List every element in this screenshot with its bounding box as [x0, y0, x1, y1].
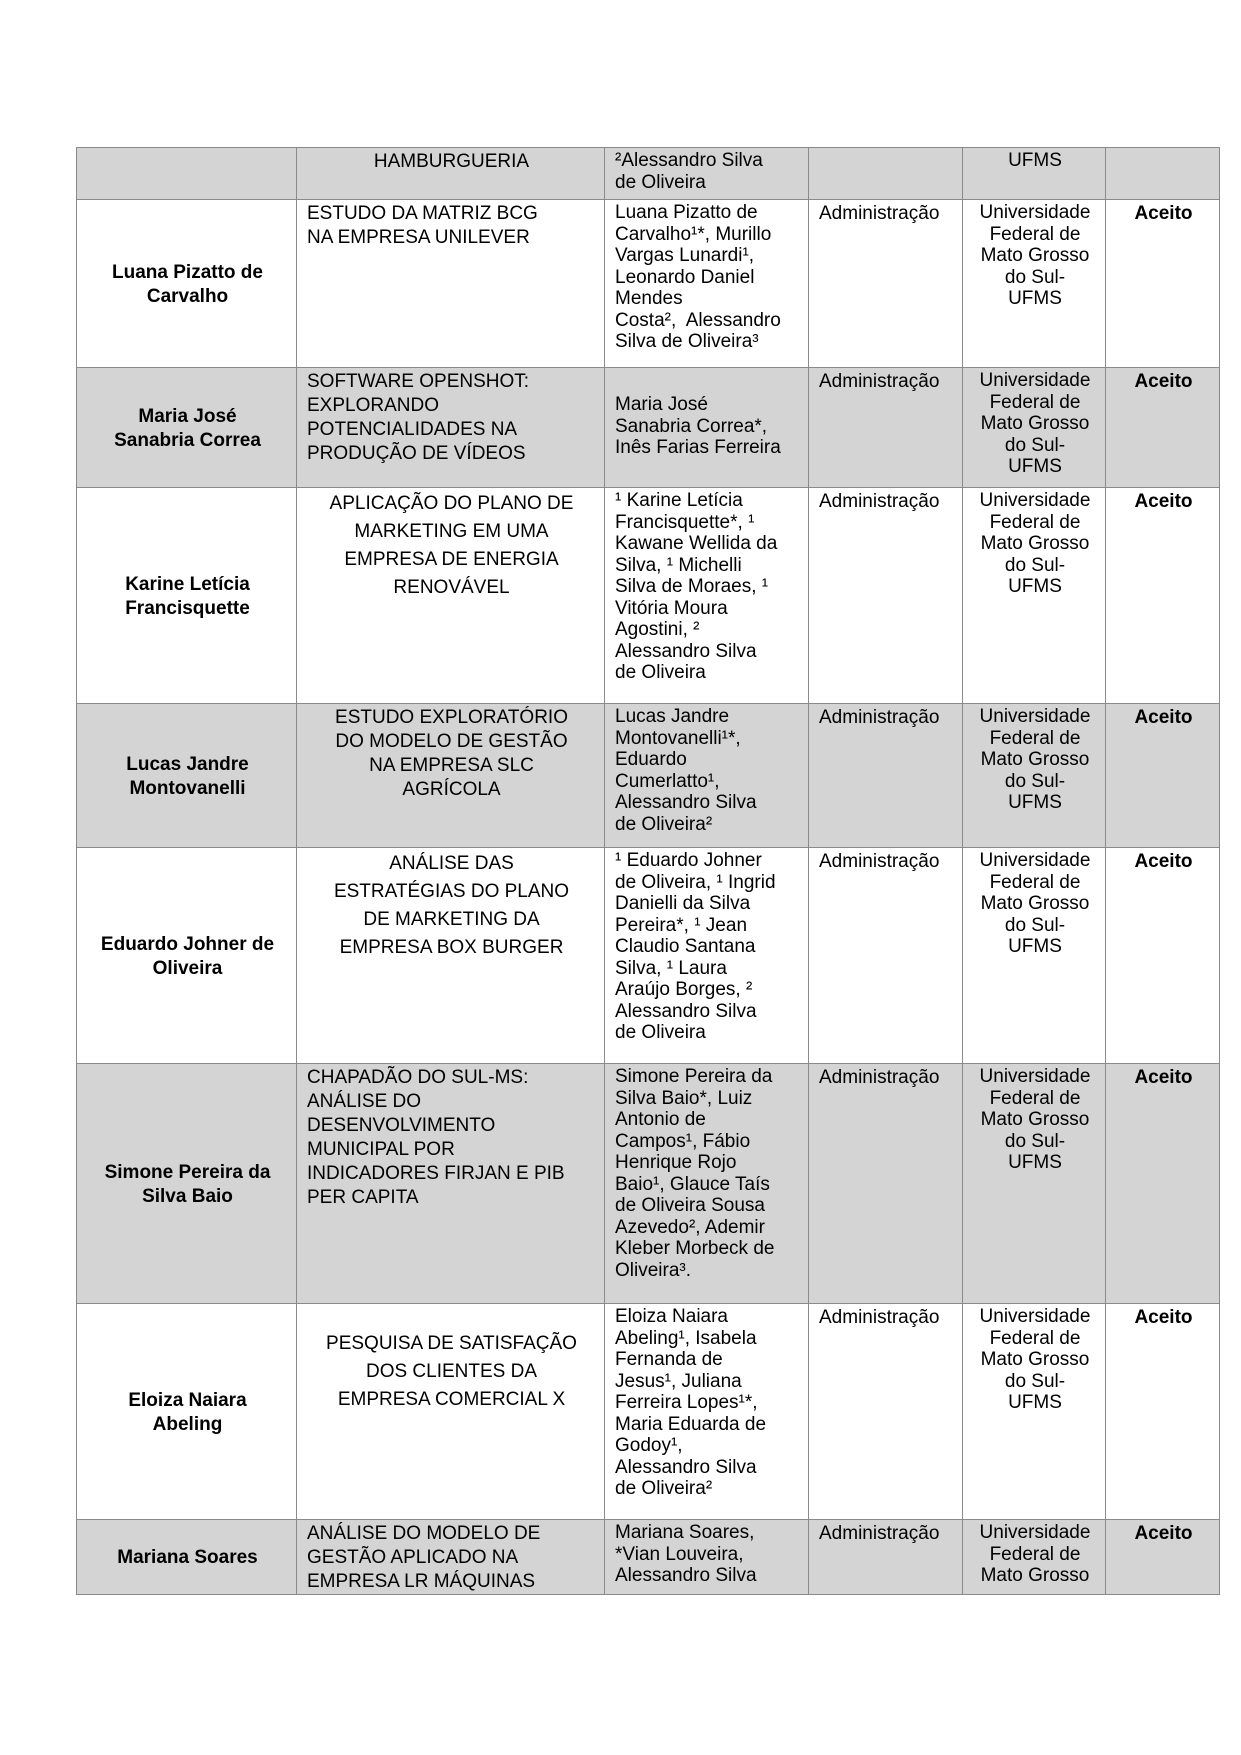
authors-cell [605, 200, 809, 368]
course-cell [809, 1520, 963, 1595]
paper-title-line: POTENCIALIDADES NA [307, 419, 518, 440]
presenter-name-cell [77, 704, 297, 848]
institution-line: Universidade [979, 1522, 1091, 1543]
paper-title-line: EMPRESA DE ENERGIA [344, 549, 559, 570]
authors-cell [605, 148, 809, 200]
author-line: Kleber Morbeck de [615, 1238, 775, 1259]
author-line: Silva, ¹ Michelli [615, 554, 742, 576]
author-line: Vitória Moura [615, 597, 728, 619]
paper-title-line: SOFTWARE OPENSHOT: [307, 371, 530, 392]
author-line: Lucas Jandre [615, 706, 730, 727]
institution-line: Federal de [989, 1087, 1081, 1109]
author-line: Francisquette*, ¹ [615, 511, 755, 533]
institution-line: Federal de [989, 511, 1081, 533]
course-name: Administração [819, 371, 940, 392]
institution-line: Mato Grosso [980, 749, 1090, 770]
institution-line: Federal de [989, 223, 1081, 245]
table-row [77, 200, 1220, 368]
paper-title-line: HAMBURGUERIA [373, 151, 530, 172]
authors-cell [605, 704, 809, 848]
institution-line: do Sul- [1004, 1130, 1066, 1152]
institution-line: UFMS [1008, 792, 1062, 813]
author-line: Mendes [615, 288, 683, 309]
institution-line: do Sul- [1004, 770, 1066, 792]
author-line: Sanabria Correa*, [615, 415, 768, 437]
paper-title-cell [297, 1304, 605, 1520]
author-line: Vargas Lunardi¹, [615, 245, 755, 266]
institution-cell [963, 848, 1106, 1064]
institution-line: Universidade [979, 1306, 1091, 1327]
institution-line: Universidade [979, 202, 1091, 223]
authors-cell [605, 1304, 809, 1520]
paper-title-line: ANÁLISE DO MODELO DE [307, 1523, 541, 1544]
institution-line: Federal de [989, 391, 1081, 413]
institution-line: Federal de [989, 871, 1081, 893]
table-row [77, 848, 1220, 1064]
author-line: Alessandro Silva [615, 1000, 757, 1022]
author-line: ¹ Karine Letícia [615, 490, 743, 511]
presenter-name-line: Francisquette [125, 597, 250, 619]
paper-title-line: GESTÃO APLICADO NA [307, 1547, 519, 1568]
status-label: Aceito [1134, 371, 1193, 392]
status-label: Aceito [1134, 1307, 1193, 1328]
institution-line: UFMS [1008, 288, 1062, 309]
presenter-name-line: Carvalho [146, 285, 229, 307]
authors-cell [605, 368, 809, 488]
author-line: Araújo Borges, ² [615, 979, 753, 1000]
paper-title-line: PRODUÇÃO DE VÍDEOS [307, 443, 526, 464]
author-line: de Oliveira, ¹ Ingrid [615, 871, 776, 893]
author-line: de Oliveira² [615, 813, 713, 835]
institution-line: do Sul- [1004, 914, 1066, 936]
institution-line: Mato Grosso [980, 413, 1090, 434]
paper-title-line: ESTUDO DA MATRIZ BCG [307, 203, 538, 224]
course-cell [809, 848, 963, 1064]
presenter-name-line: Luana Pizatto de [112, 261, 263, 283]
course-name: Administração [819, 707, 940, 728]
paper-title-line: EXPLORANDO [307, 395, 439, 416]
status-label: Aceito [1134, 851, 1193, 872]
author-line: Simone Pereira da [615, 1066, 773, 1087]
presenter-name-cell [77, 148, 297, 200]
institution-line: Mato Grosso [980, 1109, 1090, 1130]
course-cell [809, 704, 963, 848]
author-line: Alessandro Silva [615, 792, 757, 813]
table-row [77, 368, 1220, 488]
author-line: de Oliveira [615, 171, 706, 193]
paper-title-line: EMPRESA BOX BURGER [339, 937, 564, 958]
institution-line: Federal de [989, 727, 1081, 749]
author-line: Alessandro Silva [615, 1565, 757, 1586]
presenter-name-line: Sanabria Correa [114, 429, 261, 451]
authors-cell [605, 1064, 809, 1304]
institution-line: Mato Grosso [980, 1349, 1090, 1370]
institution-cell [963, 368, 1106, 488]
author-line: Costa², Alessandro [615, 309, 781, 331]
author-line: Jesus¹, Juliana [615, 1370, 742, 1392]
institution-line: Federal de [989, 1543, 1081, 1565]
status-cell [1106, 368, 1220, 488]
author-line: de Oliveira [615, 662, 706, 683]
paper-title-cell [297, 148, 605, 200]
paper-title-line: ESTRATÉGIAS DO PLANO [333, 881, 570, 902]
submissions-table-body [77, 148, 1220, 1595]
author-line: Abeling¹, Isabela [615, 1327, 757, 1349]
paper-title-line: NA EMPRESA SLC [369, 755, 534, 776]
author-line: Silva Baio*, Luiz [615, 1087, 753, 1109]
institution-cell [963, 488, 1106, 704]
status-label: Aceito [1134, 1067, 1193, 1088]
presenter-name-cell [77, 1064, 297, 1304]
institution-cell [963, 1520, 1106, 1595]
course-cell [809, 148, 963, 200]
presenter-name-line: Oliveira [152, 957, 223, 979]
author-line: Mariana Soares, [615, 1522, 755, 1543]
paper-title-line: EMPRESA LR MÁQUINAS [307, 1571, 536, 1592]
course-name: Administração [819, 203, 940, 224]
author-line: Godoy¹, [615, 1435, 683, 1456]
author-line: Baio¹, Glauce Taís [615, 1173, 770, 1195]
author-line: Ferreira Lopes¹*, [615, 1392, 758, 1413]
authors-cell [605, 488, 809, 704]
paper-title-line: DESENVOLVIMENTO [307, 1115, 496, 1136]
author-line: Maria Eduarda de [615, 1413, 767, 1435]
institution-line: UFMS [1008, 1152, 1062, 1173]
institution-cell [963, 1304, 1106, 1520]
paper-title-line: ANÁLISE DO [307, 1091, 422, 1112]
author-line: Agostini, ² [615, 619, 700, 640]
author-line: Eloiza Naiara [615, 1306, 728, 1327]
paper-title-line: EMPRESA COMERCIAL X [337, 1389, 566, 1410]
status-cell [1106, 704, 1220, 848]
paper-title-line: MARKETING EM UMA [354, 521, 549, 542]
author-line: Alessandro Silva [615, 640, 757, 662]
author-line: *Vian Louveira, [615, 1543, 744, 1565]
author-line: Cumerlatto¹, [615, 770, 720, 792]
author-line: Silva de Moraes, ¹ [615, 576, 769, 597]
author-line: Luana Pizatto de [615, 202, 758, 223]
status-cell [1106, 1304, 1220, 1520]
paper-title-cell [297, 704, 605, 848]
author-line: Azevedo², Ademir [615, 1216, 765, 1238]
course-name: Administração [819, 1307, 940, 1328]
institution-cell [963, 148, 1106, 200]
institution-line: UFMS [1008, 936, 1062, 957]
paper-title-line: ESTUDO EXPLORATÓRIO [335, 707, 568, 728]
table-row [77, 1304, 1220, 1520]
author-line: Carvalho¹*, Murillo [615, 223, 772, 245]
paper-title-line: DE MARKETING DA [363, 909, 540, 930]
author-line: Silva, ¹ Laura [615, 957, 727, 979]
paper-title-line: PESQUISA DE SATISFAÇÃO [326, 1333, 577, 1354]
institution-line: do Sul- [1004, 1370, 1066, 1392]
paper-title-cell [297, 1064, 605, 1304]
status-label: Aceito [1134, 707, 1193, 728]
presenter-name-line: Eduardo Johner de [100, 933, 275, 955]
author-line: Henrique Rojo [615, 1152, 737, 1173]
status-cell [1106, 1064, 1220, 1304]
status-cell [1106, 488, 1220, 704]
course-name: Administração [819, 851, 940, 872]
status-cell [1106, 848, 1220, 1064]
authors-cell [605, 1520, 809, 1595]
institution-line: UFMS [1008, 576, 1062, 597]
presenter-name-cell [77, 368, 297, 488]
institution-line: Universidade [979, 490, 1091, 511]
status-label: Aceito [1134, 1523, 1193, 1544]
institution-line: Mato Grosso [980, 1565, 1090, 1586]
institution-line: do Sul- [1004, 554, 1066, 576]
table-row [77, 704, 1220, 848]
author-line: Eduardo [615, 749, 687, 770]
author-line: ²Alessandro Silva [615, 150, 763, 171]
author-line: Claudio Santana [615, 936, 756, 957]
paper-title-cell [297, 848, 605, 1064]
table-row [77, 148, 1220, 200]
paper-title-cell [297, 1520, 605, 1595]
institution-line: Universidade [979, 850, 1091, 871]
paper-title-line: DOS CLIENTES DA [365, 1361, 538, 1382]
presenter-name-line: Maria José [138, 405, 237, 427]
author-line: Inês Farias Ferreira [615, 437, 781, 458]
author-line: Antonio de [615, 1109, 706, 1130]
status-label: Aceito [1134, 203, 1193, 224]
author-line: Silva de Oliveira³ [615, 331, 759, 352]
paper-title-line: CHAPADÃO DO SUL-MS: [307, 1067, 529, 1088]
presenter-name-line: Silva Baio [142, 1185, 233, 1207]
presenter-name-line: Simone Pereira da [104, 1161, 271, 1183]
paper-title-line: RENOVÁVEL [393, 577, 510, 598]
status-cell [1106, 148, 1220, 200]
presenter-name-cell [77, 488, 297, 704]
course-cell [809, 488, 963, 704]
institution-line: do Sul- [1004, 266, 1066, 288]
author-line: Campos¹, Fábio [615, 1130, 751, 1152]
presenter-name-cell [77, 848, 297, 1064]
course-name: Administração [819, 1067, 940, 1088]
paper-title-cell [297, 200, 605, 368]
status-label: Aceito [1134, 491, 1193, 512]
author-line: Leonardo Daniel [615, 266, 755, 288]
institution-line: Universidade [979, 370, 1091, 391]
paper-title-line: MUNICIPAL POR [307, 1139, 455, 1160]
course-cell [809, 368, 963, 488]
institution-line: Mato Grosso [980, 245, 1090, 266]
institution-line: do Sul- [1004, 434, 1066, 456]
presenter-name-cell [77, 1520, 297, 1595]
author-line: Oliveira³. [615, 1259, 692, 1281]
institution-cell [963, 200, 1106, 368]
author-line: Alessandro Silva [615, 1456, 757, 1478]
paper-title-line: INDICADORES FIRJAN E PIB [307, 1163, 565, 1184]
author-line: de Oliveira Sousa [615, 1195, 765, 1216]
institution-line: Universidade [979, 706, 1091, 727]
paper-title-line: ANÁLISE DAS [389, 853, 514, 874]
course-cell [809, 200, 963, 368]
table-row [77, 488, 1220, 704]
author-line: Fernanda de [615, 1349, 723, 1370]
author-line: ¹ Eduardo Johner [615, 850, 762, 871]
author-line: Danielli da Silva [615, 893, 751, 914]
paper-title-line: PER CAPITA [307, 1187, 419, 1208]
institution-cell [963, 704, 1106, 848]
status-cell [1106, 1520, 1220, 1595]
author-line: Maria José [615, 394, 708, 415]
presenter-name-line: Karine Letícia [125, 573, 250, 595]
author-line: Kawane Wellida da [615, 533, 778, 554]
institution-line: Universidade [979, 1066, 1091, 1087]
presenter-name-line: Abeling [152, 1413, 223, 1435]
institution-line: Mato Grosso [980, 893, 1090, 914]
authors-cell [605, 848, 809, 1064]
paper-title-cell [297, 368, 605, 488]
institution-line: Federal de [989, 1327, 1081, 1349]
submissions-table [76, 147, 1220, 1595]
paper-title-cell [297, 488, 605, 704]
paper-title-line: DO MODELO DE GESTÃO [335, 731, 568, 752]
course-name: Administração [819, 1523, 940, 1544]
course-cell [809, 1064, 963, 1304]
table-row [77, 1064, 1220, 1304]
author-line: Pereira*, ¹ Jean [615, 914, 748, 936]
institution-line: UFMS [1008, 150, 1062, 171]
institution-line: Mato Grosso [980, 533, 1090, 554]
paper-title-line: AGRÍCOLA [402, 779, 501, 800]
status-cell [1106, 200, 1220, 368]
presenter-name-cell [77, 200, 297, 368]
paper-title-line: APLICAÇÃO DO PLANO DE [329, 493, 574, 514]
table-row [77, 1520, 1220, 1595]
author-line: de Oliveira² [615, 1478, 713, 1499]
presenter-name-line: Montovanelli [129, 777, 246, 799]
paper-title-line: NA EMPRESA UNILEVER [307, 227, 530, 248]
course-cell [809, 1304, 963, 1520]
author-line: Montovanelli¹*, [615, 727, 741, 749]
presenter-name-line: Eloiza Naiara [128, 1389, 247, 1411]
course-name: Administração [819, 491, 940, 512]
institution-cell [963, 1064, 1106, 1304]
presenter-name-cell [77, 1304, 297, 1520]
presenter-name-line: Mariana Soares [117, 1547, 258, 1568]
author-line: de Oliveira [615, 1022, 706, 1043]
institution-line: UFMS [1008, 1392, 1062, 1413]
institution-line: UFMS [1008, 456, 1062, 477]
presenter-name-line: Lucas Jandre [126, 753, 249, 775]
